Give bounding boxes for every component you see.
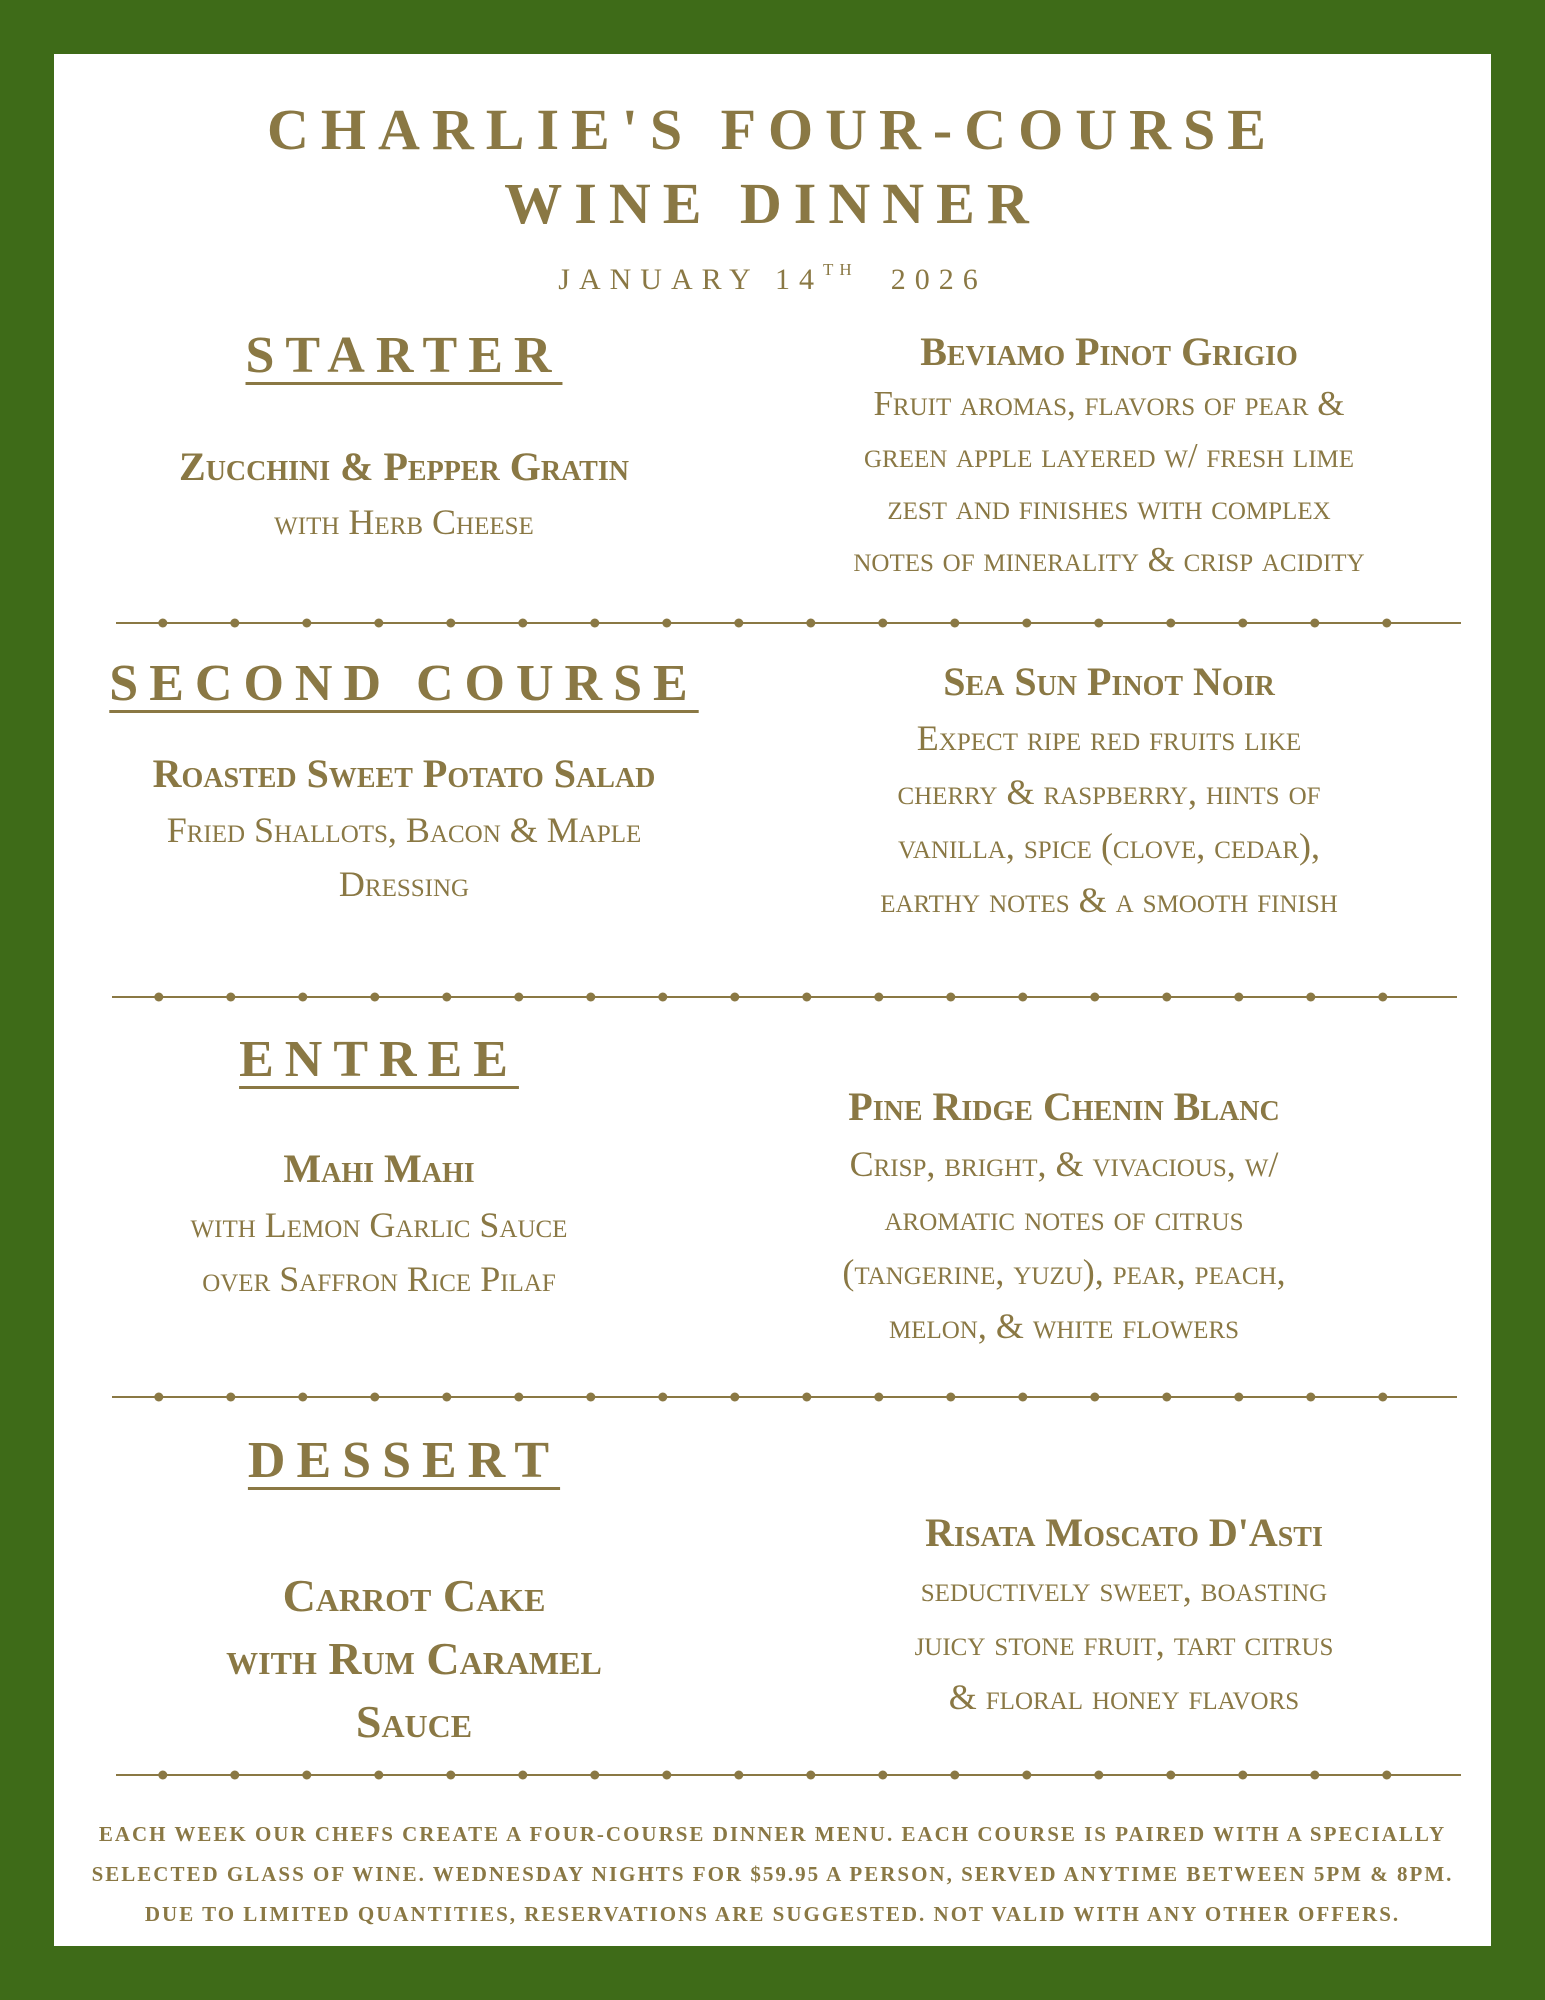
divider-dot [806,1771,815,1780]
second-dish: Roasted Sweet Potato Salad [152,751,656,796]
course-heading-dessert: DESSERT [247,1432,561,1489]
entree-wine-desc-line: aromatic notes of citrus [884,1198,1244,1238]
divider-dot [158,1771,167,1780]
starter-wine-desc-line: Fruit aromas, flavors of pear & [873,384,1345,423]
divider-dot [658,1393,667,1402]
section-divider [116,1769,1461,1781]
second-wine-desc [754,711,1464,927]
divider-dot [298,993,307,1002]
divider-dot [1090,993,1099,1002]
entree-wine-desc-line: Crisp, bright, & vivacious, w/ [849,1144,1279,1184]
starter-wine-desc-line: notes of minerality & crisp acidity [853,540,1365,579]
divider-dot [154,1393,163,1402]
divider-dot [1382,1771,1391,1780]
divider-dot [230,619,239,628]
section-divider [112,1391,1457,1403]
divider-dot [662,1771,671,1780]
divider-dot [1166,1771,1175,1780]
divider-dot [442,1393,451,1402]
divider-dot [734,619,743,628]
divider-dot [1234,993,1243,1002]
entree-wine-desc [714,1137,1414,1353]
entree-wine: Pine Ridge Chenin Blanc [848,1084,1280,1129]
second-dish-desc-line: Fried Shallots, Bacon & Maple [166,810,642,850]
starter-wine-desc-line: zest and finishes with complex [887,488,1331,527]
course-heading-entree: ENTREE [239,1031,519,1088]
divider-dot [1094,619,1103,628]
starter-wine-desc [754,378,1464,586]
divider-dot [586,993,595,1002]
divider-dot [302,1771,311,1780]
second-wine-desc-line: earthy notes & a smooth finish [880,880,1338,920]
title-line-2: WINE DINNER [504,171,1041,236]
second-wine: Sea Sun Pinot Noir [943,659,1275,704]
section-divider [116,617,1461,629]
course-heading-starter: STARTER [245,327,563,384]
entree-dish: Mahi Mahi [283,1146,475,1191]
dessert-wine-desc-line: & floral honey flavors [948,1677,1300,1717]
divider-dot [1378,993,1387,1002]
divider-dot [1306,1393,1315,1402]
divider-dot [802,993,811,1002]
divider-dot [950,619,959,628]
divider-dot [226,993,235,1002]
date-month-day: JANUARY 14 [558,263,824,296]
divider-dot [514,993,523,1002]
divider-dot [874,993,883,1002]
dessert-wine-desc-line: seductively sweet, boasting [920,1569,1328,1609]
entree-dish-desc-line: with Lemon Garlic Sauce [190,1205,568,1245]
divider-dot [1378,1393,1387,1402]
divider-dot [1162,993,1171,1002]
divider-dot [518,1771,527,1780]
divider-dot [1090,1393,1099,1402]
divider-dot [730,1393,739,1402]
divider-dot [734,1771,743,1780]
footer-line: EACH WEEK OUR CHEFS CREATE A FOUR-COURSE DINNER MENU. EACH COURSE IS PAIRED WITH A SPECIALLY [98,1822,1447,1846]
starter-wine-desc-line: green apple layered w/ fresh lime [863,436,1355,475]
dessert-wine-desc [774,1562,1474,1724]
entree-wine-desc-line: (tangerine, yuzu), pear, peach, [842,1252,1286,1292]
divider-dot [1094,1771,1103,1780]
footer-note [54,1814,1491,1934]
second-wine-desc-line: cherry & raspberry, hints of [897,772,1321,812]
dessert-wine-desc-line: juicy stone fruit, tart citrus [914,1623,1334,1663]
dessert-wine: Risata Moscato D'Asti [925,1510,1323,1555]
footer-line: SELECTED GLASS OF WINE. WEDNESDAY NIGHTS FOR $59.95 A PERSON, SERVED ANYTIME BETWEEN 5PM & 8PM. [91,1862,1454,1886]
event-date [54,260,1491,297]
divider-dot [802,1393,811,1402]
entree-wine-desc-line: melon, & white flowers [888,1306,1240,1346]
dessert-dish-line: Sauce [355,1696,473,1747]
divider-dot [662,619,671,628]
section-divider [112,991,1457,1003]
starter-dish-desc: with Herb Cheese [274,502,534,542]
divider-dot [590,619,599,628]
divider-dot [1018,1393,1027,1402]
second-wine-desc-line: Expect ripe red fruits like [916,718,1302,758]
divider-dot [1310,1771,1319,1780]
divider-dot [374,1771,383,1780]
date-year: 2026 [890,263,987,296]
entree-dish-desc-line: over Saffron Rice Pilaf [202,1259,556,1299]
footer-line: DUE TO LIMITED QUANTITIES, RESERVATIONS ARE SUGGESTED. NOT VALID WITH ANY OTHER OFFERS. [144,1902,1401,1926]
divider-dot [1306,993,1315,1002]
divider-dot [1166,619,1175,628]
divider-dot [1238,1771,1247,1780]
divider-dot [518,619,527,628]
divider-dot [806,619,815,628]
divider-dot [658,993,667,1002]
second-dish-desc-line: Dressing [338,864,470,904]
divider-dot [586,1393,595,1402]
divider-dot [446,1771,455,1780]
second-wine-desc-line: vanilla, spice (clove, cedar), [898,826,1320,866]
divider-dot [878,619,887,628]
dessert-dish-line: Carrot Cake [282,1570,546,1621]
divider-dot [590,1771,599,1780]
divider-dot [374,619,383,628]
starter-dish: Zucchini & Pepper Gratin [179,444,629,489]
divider-dot [1162,1393,1171,1402]
divider-dot [446,619,455,628]
divider-dot [370,1393,379,1402]
divider-dot [730,993,739,1002]
divider-dot [226,1393,235,1402]
dessert-dish-line: with Rum Caramel [226,1633,602,1684]
course-heading-second: SECOND COURSE [109,655,699,712]
divider-dot [442,993,451,1002]
divider-dot [302,619,311,628]
starter-wine: Beviamo Pinot Grigio [920,329,1298,374]
divider-dot [1382,619,1391,628]
divider-dot [946,993,955,1002]
divider-dot [874,1393,883,1402]
divider-dot [370,993,379,1002]
divider-dot [1238,619,1247,628]
divider-dot [950,1771,959,1780]
divider-dot [1310,619,1319,628]
date-suffix: TH [823,260,858,279]
entree-dish-desc [54,1198,704,1306]
divider-dot [230,1771,239,1780]
divider-dot [1022,1771,1031,1780]
divider-dot [154,993,163,1002]
divider-dot [158,619,167,628]
divider-dot [1018,993,1027,1002]
second-dish-desc [54,803,754,911]
dessert-dish [54,1564,774,1753]
divider-dot [514,1393,523,1402]
divider-dot [1022,619,1031,628]
menu-card [54,54,1491,1946]
divider-dot [878,1771,887,1780]
title-line-1: CHARLIE'S FOUR-COURSE [267,97,1278,162]
divider-dot [1234,1393,1243,1402]
divider-dot [946,1393,955,1402]
divider-dot [298,1393,307,1402]
